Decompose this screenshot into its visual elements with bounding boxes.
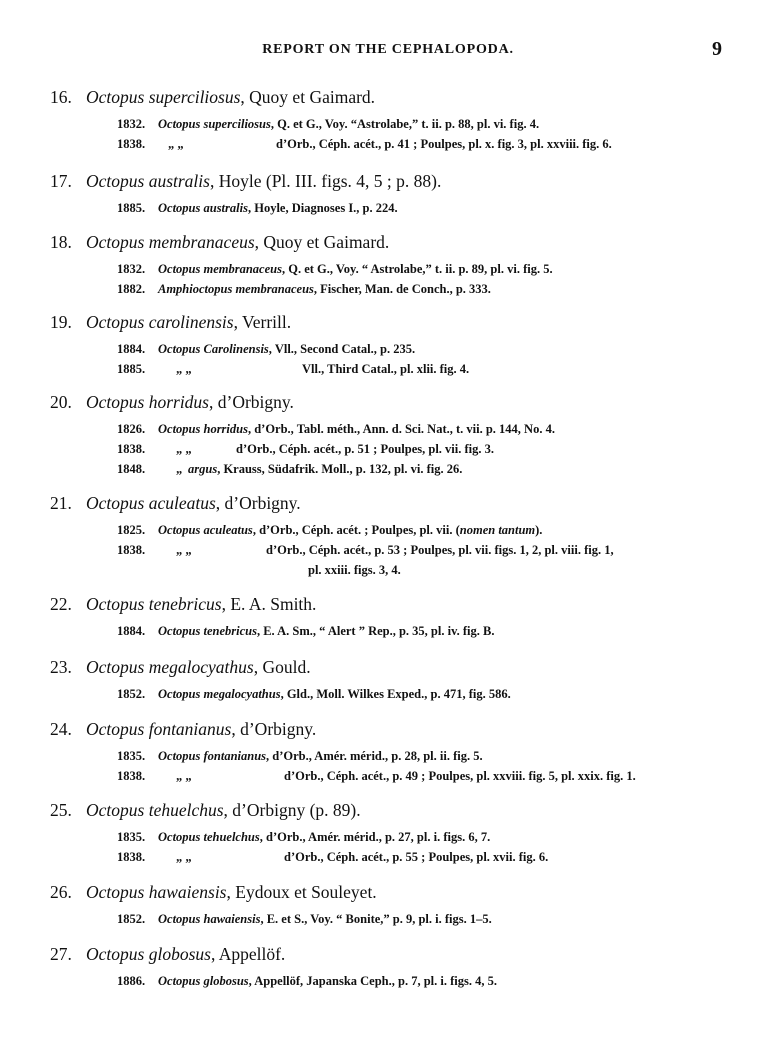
species-number: 16. <box>50 87 72 107</box>
ref-taxon: Octopus tenebricus <box>158 624 257 638</box>
ref-taxon: Amphioctopus membranaceus <box>158 282 314 296</box>
ref-citation: , Krauss, Südafrik. Moll., p. 132, pl. vi. fig. 26. <box>217 462 463 476</box>
ref-taxon: Octopus hawaiensis <box>158 912 261 926</box>
reference-list <box>50 971 740 991</box>
species-authority: , E. A. Smith. <box>221 594 317 614</box>
ref-year: 1885. <box>117 362 146 376</box>
ref-note: nomen tantum <box>459 523 536 537</box>
species-number: 26. <box>50 882 72 902</box>
ref-taxon: Octopus superciliosus <box>158 117 271 131</box>
species-entry-25 <box>50 799 740 867</box>
ref-citation: , Vll., Second Catal., p. 235. <box>268 342 416 356</box>
reference-line <box>50 746 740 766</box>
species-authority: , Gould. <box>253 657 311 677</box>
ref-citation: d’Orb., Céph. acét., p. 51 ; Poulpes, pl. vii. fig. 3. <box>236 442 494 456</box>
species-name: Octopus aculeatus <box>86 493 216 513</box>
species-number: 23. <box>50 657 72 677</box>
species-heading <box>50 86 740 108</box>
reference-line <box>50 971 740 991</box>
species-name: Octopus tehuelchus <box>86 800 224 820</box>
reference-continuation: pl. xxiii. figs. 3, 4. <box>308 563 401 577</box>
species-heading <box>50 311 740 333</box>
species-authority: , d’Orbigny. <box>231 719 317 739</box>
species-name: Octopus membranaceus <box>86 232 255 252</box>
reference-line <box>50 520 740 540</box>
species-name: Octopus superciliosus <box>86 87 241 107</box>
species-heading <box>50 718 740 740</box>
species-name: Octopus carolinensis <box>86 312 234 332</box>
species-entry-24 <box>50 718 740 786</box>
ref-year: 1852. <box>117 912 146 926</box>
species-heading <box>50 231 740 253</box>
ref-citation: Vll., Third Catal., pl. xlii. fig. 4. <box>302 362 470 376</box>
species-heading <box>50 799 740 821</box>
ditto-marks: „ „ <box>176 442 192 456</box>
reference-list <box>50 827 740 867</box>
ref-year: 1838. <box>117 137 146 151</box>
reference-list <box>50 520 740 580</box>
reference-list <box>50 684 740 704</box>
reference-list <box>50 114 740 154</box>
species-authority: , Quoy et Gaimard. <box>240 87 376 107</box>
ref-year: 1832. <box>117 262 146 276</box>
ditto-marks: „ „ <box>176 850 192 864</box>
species-heading <box>50 943 740 965</box>
ref-taxon: Octopus horridus <box>158 422 248 436</box>
ref-year: 1884. <box>117 624 146 638</box>
reference-line <box>50 459 740 479</box>
species-number: 25. <box>50 800 72 820</box>
ditto-marks: „ „ <box>168 137 184 151</box>
reference-line <box>50 359 740 379</box>
ref-year: 1832. <box>117 117 146 131</box>
ref-citation: , d’Orb., Tabl. méth., Ann. d. Sci. Nat., t. vii. p. 144, No. 4. <box>247 422 555 436</box>
reference-list <box>50 419 740 479</box>
ref-taxon: Octopus australis <box>158 201 248 215</box>
species-heading <box>50 492 740 514</box>
species-entry-17 <box>50 170 740 218</box>
species-entry-23 <box>50 656 740 704</box>
species-authority: , d’Orbigny. <box>209 392 294 412</box>
ref-citation: , Hoyle, Diagnoses I., p. 224. <box>247 201 398 215</box>
species-heading <box>50 656 740 678</box>
ref-year: 1838. <box>117 769 146 783</box>
species-entry-22 <box>50 593 740 641</box>
reference-list <box>50 621 740 641</box>
species-number: 21. <box>50 493 72 513</box>
species-number: 17. <box>50 171 72 191</box>
species-heading <box>50 170 740 192</box>
ditto-marks: „ <box>176 462 183 476</box>
ref-year: 1838. <box>117 543 146 557</box>
ref-citation: , Q. et G., Voy. “ Astrolabe,” t. ii. p. 89, pl. vi. fig. 5. <box>281 262 553 276</box>
species-entry-18 <box>50 231 740 299</box>
ref-citation: , d’Orb., Amér. mérid., p. 28, pl. ii. fig. 5. <box>266 749 483 763</box>
species-name: Octopus australis <box>86 171 210 191</box>
ref-citation: , Q. et G., Voy. “Astrolabe,” t. ii. p. 88, pl. vi. fig. 4. <box>270 117 540 131</box>
ref-citation: d’Orb., Céph. acét., p. 55 ; Poulpes, pl. xvii. fig. 6. <box>284 850 549 864</box>
species-name: Octopus globosus <box>86 944 211 964</box>
ref-taxon: Octopus fontanianus <box>158 749 267 763</box>
ref-taxon: Octopus membranaceus <box>158 262 282 276</box>
species-number: 27. <box>50 944 72 964</box>
species-authority: , Appellöf. <box>210 944 286 964</box>
ref-citation: , d’Orb., Céph. acét. ; Poulpes, pl. vii. ( <box>252 523 460 537</box>
reference-line <box>50 114 740 134</box>
reference-line <box>50 439 740 459</box>
species-entry-16 <box>50 86 740 154</box>
ref-citation: , Appellöf, Japanska Ceph., p. 7, pl. i. figs. 4, 5. <box>248 974 497 988</box>
species-number: 24. <box>50 719 72 739</box>
reference-line <box>50 827 740 847</box>
ditto-marks: „ „ <box>176 543 192 557</box>
ref-year: 1838. <box>117 850 146 864</box>
ref-taxon: Octopus aculeatus <box>158 523 253 537</box>
ref-taxon: argus <box>188 462 218 476</box>
ref-year: 1885. <box>117 201 146 215</box>
species-number: 19. <box>50 312 72 332</box>
species-authority: , d’Orbigny. <box>215 493 301 513</box>
reference-line <box>50 198 740 218</box>
ref-year: 1882. <box>117 282 146 296</box>
species-authority: , Verrill. <box>233 312 292 332</box>
species-name: Octopus tenebricus <box>86 594 222 614</box>
species-number: 20. <box>50 392 72 412</box>
reference-list <box>50 909 740 929</box>
species-authority: , Quoy et Gaimard. <box>254 232 390 252</box>
species-entry-19 <box>50 311 740 379</box>
reference-line <box>50 909 740 929</box>
species-entry-26 <box>50 881 740 929</box>
reference-list <box>50 198 740 218</box>
page-header <box>0 38 776 62</box>
reference-line <box>50 621 740 641</box>
species-authority: , d’Orbigny (p. 89). <box>223 800 361 820</box>
species-entry-21 <box>50 492 740 580</box>
ref-citation: , d’Orb., Amér. mérid., p. 27, pl. i. figs. 6, 7. <box>259 830 491 844</box>
ref-citation: , Fischer, Man. de Conch., p. 333. <box>313 282 491 296</box>
species-entry-20 <box>50 391 740 479</box>
ref-taxon: Octopus globosus <box>158 974 249 988</box>
ref-year: 1825. <box>117 523 146 537</box>
species-heading <box>50 881 740 903</box>
reference-line <box>50 684 740 704</box>
ref-year: 1835. <box>117 830 146 844</box>
species-entry-27 <box>50 943 740 991</box>
ref-year: 1835. <box>117 749 146 763</box>
species-number: 22. <box>50 594 72 614</box>
species-name: Octopus horridus <box>86 392 209 412</box>
ref-taxon: Octopus Carolinensis <box>158 342 269 356</box>
ref-taxon: Octopus tehuelchus <box>158 830 260 844</box>
ref-year: 1884. <box>117 342 146 356</box>
species-name: Octopus hawaiensis <box>86 882 227 902</box>
reference-line <box>50 847 740 867</box>
ref-citation: d’Orb., Céph. acét., p. 49 ; Poulpes, pl. xxviii. fig. 5, pl. xxix. fig. 1. <box>284 769 636 783</box>
ref-citation: , E. A. Sm., “ Alert ” Rep., p. 35, pl. iv. fig. B. <box>256 624 495 638</box>
ref-year: 1826. <box>117 422 146 436</box>
species-authority: , Hoyle (Pl. III. figs. 4, 5 ; p. 88). <box>209 171 442 191</box>
reference-list <box>50 746 740 786</box>
species-number: 18. <box>50 232 72 252</box>
ref-year: 1852. <box>117 687 146 701</box>
species-authority: , Eydoux et Souleyet. <box>226 882 377 902</box>
ref-year: 1838. <box>117 442 146 456</box>
running-title: REPORT ON THE CEPHALOPODA. <box>262 42 514 57</box>
reference-line <box>50 339 740 359</box>
reference-line <box>50 134 740 154</box>
ref-citation: d’Orb., Céph. acét., p. 41 ; Poulpes, pl. x. fig. 3, pl. xxviii. fig. 6. <box>276 137 612 151</box>
ref-year: 1886. <box>117 974 146 988</box>
species-heading <box>50 593 740 615</box>
reference-line <box>50 419 740 439</box>
ref-citation-end: ). <box>535 523 543 537</box>
ditto-marks: „ „ <box>176 362 192 376</box>
ref-year: 1848. <box>117 462 146 476</box>
reference-line <box>50 766 740 786</box>
page-number: 9 <box>712 38 722 60</box>
reference-list <box>50 259 740 299</box>
species-name: Octopus megalocyathus <box>86 657 254 677</box>
species-heading <box>50 391 740 413</box>
reference-line <box>50 259 740 279</box>
reference-list <box>50 339 740 379</box>
ref-citation: d’Orb., Céph. acét., p. 53 ; Poulpes, pl. vii. figs. 1, 2, pl. viii. fig. 1, <box>266 543 614 557</box>
ditto-marks: „ „ <box>176 769 192 783</box>
ref-taxon: Octopus megalocyathus <box>158 687 281 701</box>
reference-line <box>50 279 740 299</box>
reference-line <box>50 540 740 560</box>
ref-citation: , Gld., Moll. Wilkes Exped., p. 471, fig. 586. <box>280 687 511 701</box>
species-name: Octopus fontanianus <box>86 719 232 739</box>
ref-citation: , E. et S., Voy. “ Bonite,” p. 9, pl. i. figs. 1–5. <box>260 912 492 926</box>
